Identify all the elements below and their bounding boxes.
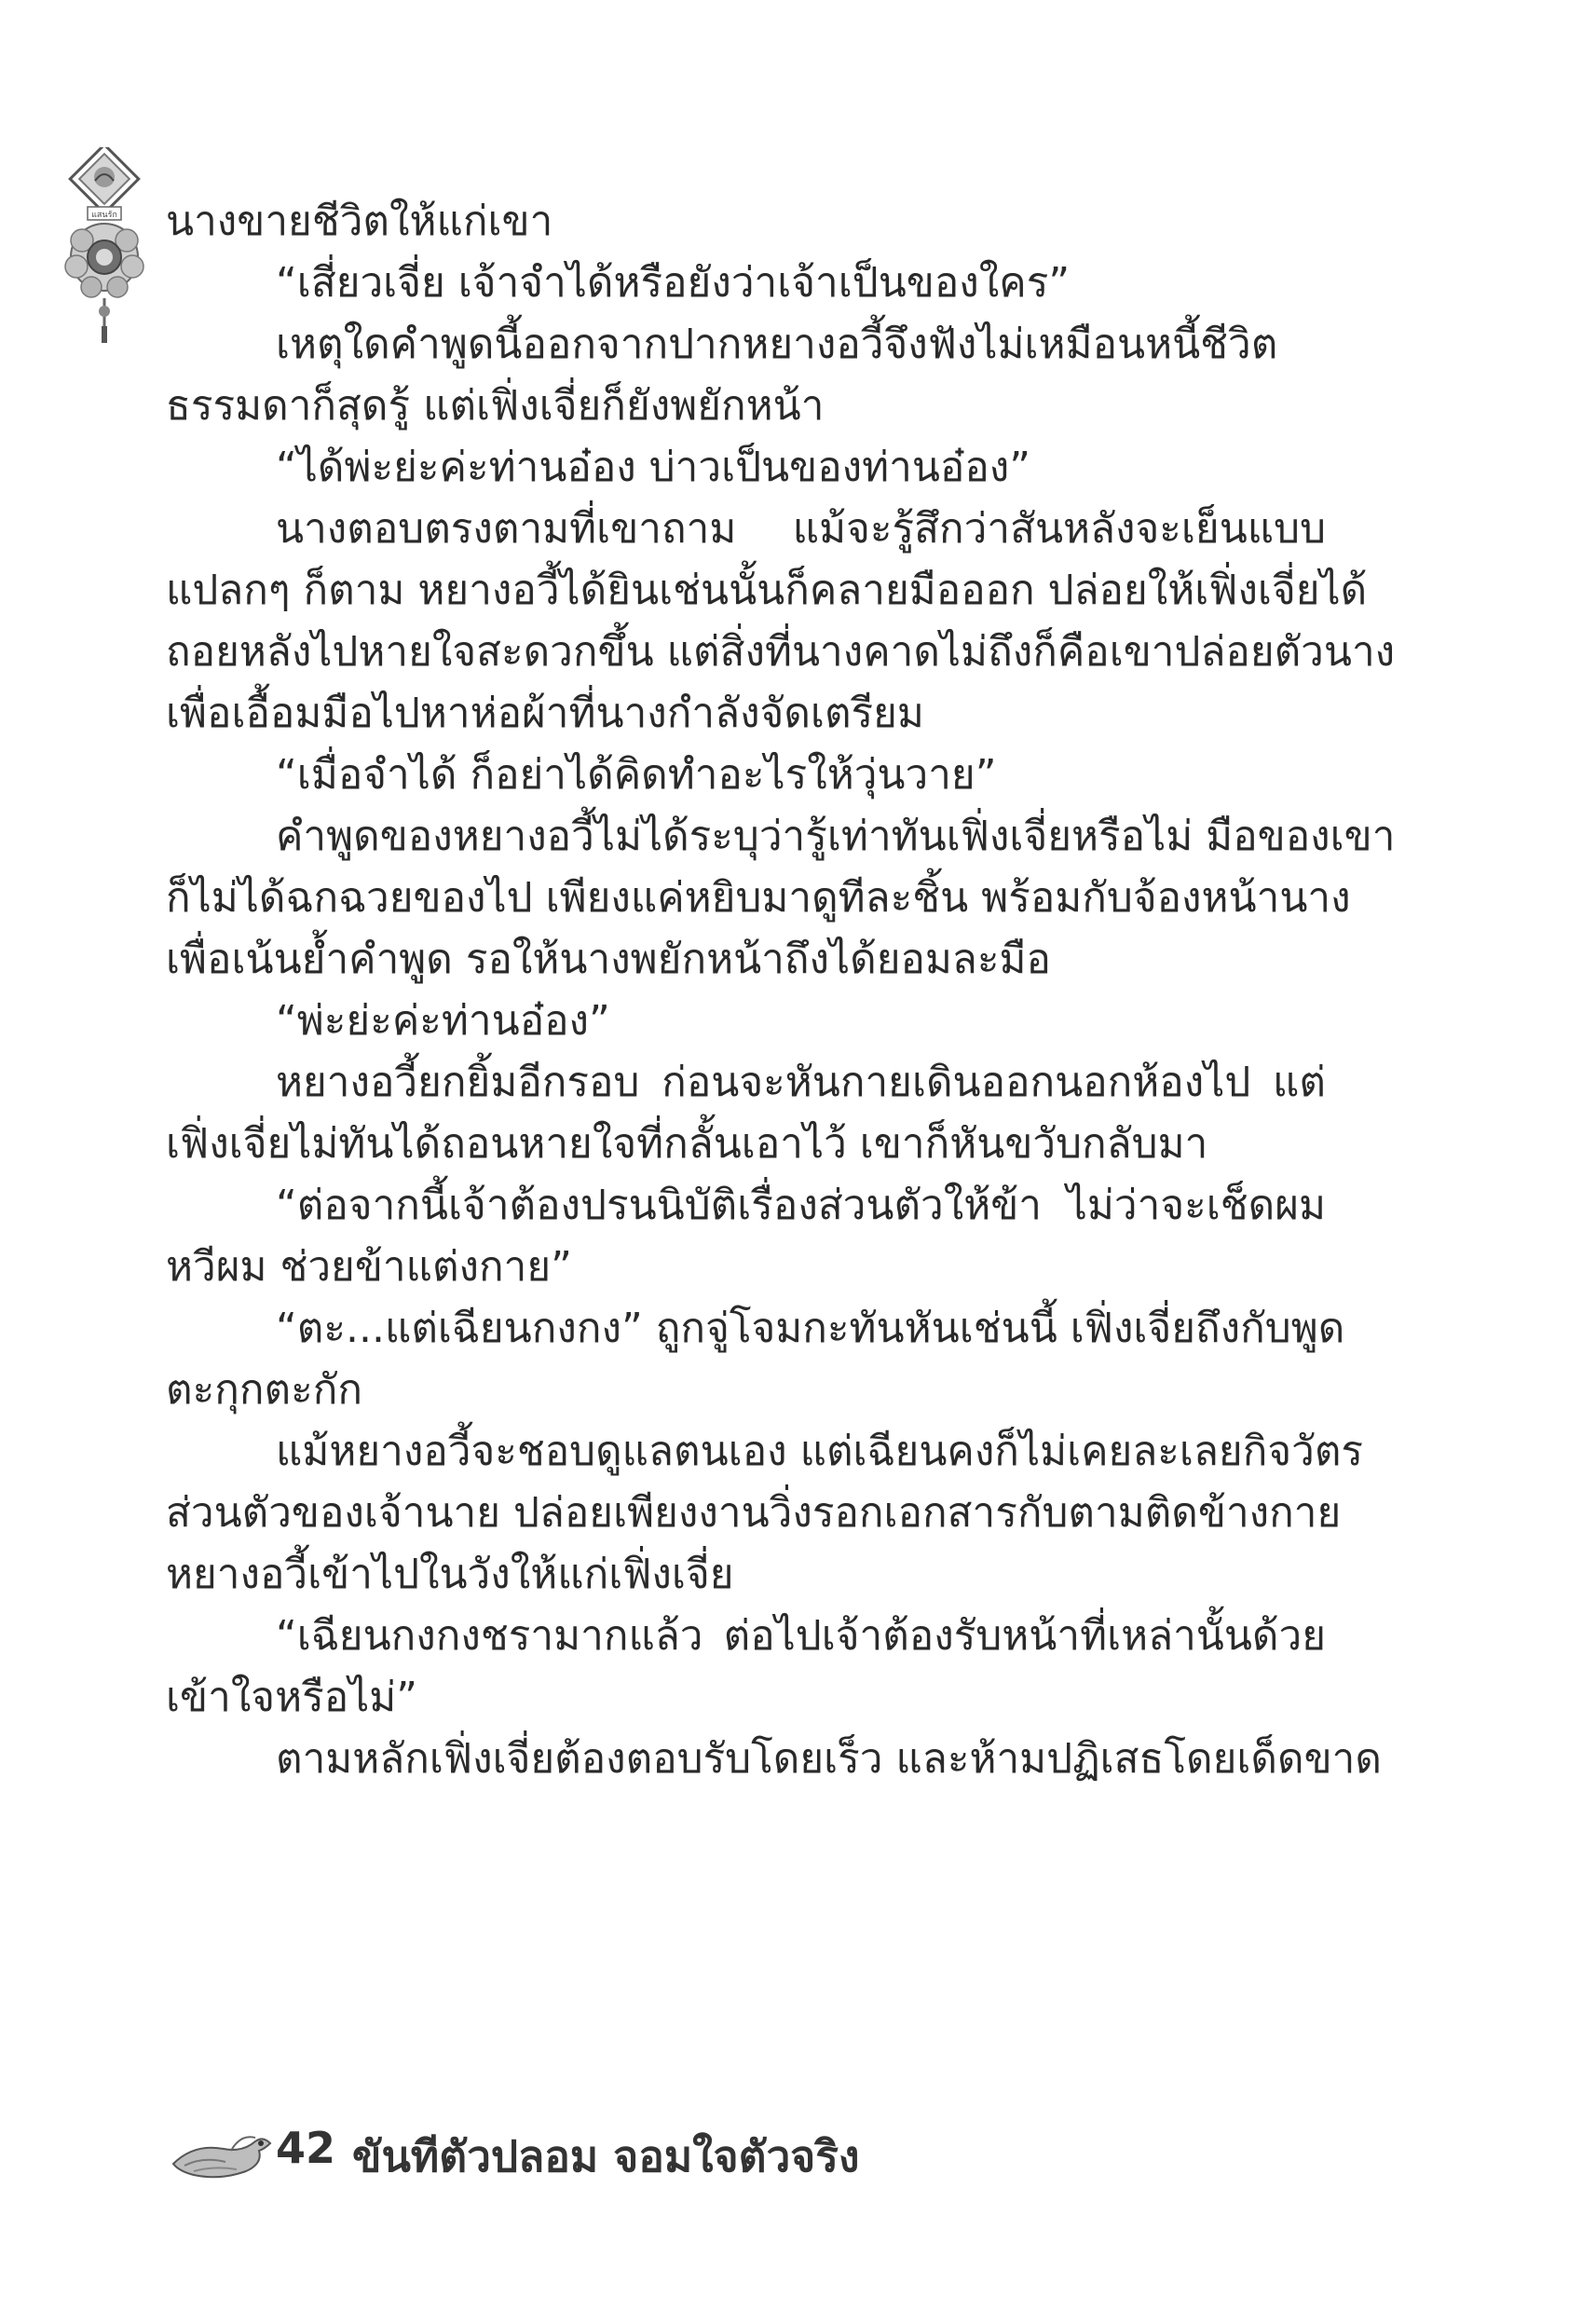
ornament-emblem xyxy=(54,147,157,348)
text-line: แปลกๆ ก็ตาม หยางอวี้ได้ยินเช่นนั้นก็คลายมือออก ปล่อยให้เฟิ่งเจี่ยได้ xyxy=(166,567,1368,614)
text-line: “ตะ...แต่เฉียนกงกง” ถูกจู่โจมกะทันหันเช่นนี้ เฟิ่งเจี่ยถึงกับพูด xyxy=(276,1305,1345,1352)
text-line: “พ่ะย่ะค่ะท่านอ๋อง” xyxy=(276,997,610,1045)
book-title: ขันทีตัวปลอม จอมใจตัวจริง xyxy=(352,2131,860,2181)
text-line: “ต่อจากนี้เจ้าต้องปรนนิบัติเรื่องส่วนตัวให้ข้า ไม่ว่าจะเช็ดผม xyxy=(276,1182,1326,1229)
text-line: เพื่อเน้นย้ำคำพูด รอให้นางพยักหน้าถึงได้ยอมละมือ xyxy=(166,936,1051,983)
text-line: ตามหลักเฟิ่งเจี่ยต้องตอบรับโดยเร็ว และห้ามปฏิเสธโดยเด็ดขาด xyxy=(276,1735,1382,1783)
text-line: หวีผม ช่วยข้าแต่งกาย” xyxy=(166,1243,572,1291)
text-line: ตะกุกตะกัก xyxy=(166,1366,362,1414)
text-line: เฟิ่งเจี่ยไม่ทันได้ถอนหายใจที่กลั้นเอาไว้ เขาก็หันขวับกลับมา xyxy=(166,1120,1208,1168)
ornament-emblem-graphic xyxy=(54,147,157,348)
text-line: นางขายชีวิตให้แก่เขา xyxy=(166,198,553,245)
mandarin-duck-icon xyxy=(166,2115,278,2190)
text-line: เหตุใดคำพูดนี้ออกจากปากหยางอวี้จึงฟังไม่เหมือนหนี้ชีวิต xyxy=(276,321,1278,368)
text-line: ถอยหลังไปหายใจสะดวกขึ้น แต่สิ่งที่นางคาดไม่ถึงก็คือเขาปล่อยตัวนาง xyxy=(166,628,1396,676)
text-line: เพื่อเอื้อมมือไปหาห่อผ้าที่นางกำลังจัดเตรียม xyxy=(166,690,924,737)
text-line: “เฉียนกงกงชรามากแล้ว ต่อไปเจ้าต้องรับหน้าที่เหล่านั้นด้วย xyxy=(276,1612,1326,1660)
text-line: แม้หยางอวี้จะชอบดูแลตนเอง แต่เฉียนคงก็ไม่เคยละเลยกิจวัตร xyxy=(276,1428,1364,1475)
text-line: “เสี่ยวเจี่ย เจ้าจำได้หรือยังว่าเจ้าเป็นของใคร” xyxy=(276,259,1071,307)
text-line: ส่วนตัวของเจ้านาย ปล่อยเพียงงานวิ่งรอกเอกสารกับตามติดข้างกาย xyxy=(166,1489,1342,1537)
text-line: นางตอบตรงตามที่เขาถาม แม้จะรู้สึกว่าสันหลังจะเย็นแบบ xyxy=(276,505,1326,553)
text-line: เข้าใจหรือไม่” xyxy=(166,1674,418,1721)
ornament-badge-text: แสนรัก xyxy=(91,211,117,220)
text-line: “ได้พ่ะย่ะค่ะท่านอ๋อง บ่าวเป็นของท่านอ๋อง” xyxy=(276,444,1031,491)
page-number: 42 xyxy=(276,2123,336,2173)
page-footer xyxy=(166,2115,1004,2190)
text-line: หยางอวี้เข้าไปในวังให้แก่เฟิ่งเจี่ย xyxy=(166,1551,734,1598)
text-line: ก็ไม่ได้ฉกฉวยของไป เพียงแค่หยิบมาดูทีละชิ้น พร้อมกับจ้องหน้านาง xyxy=(166,874,1351,922)
text-line: หยางอวี้ยกยิ้มอีกรอบ ก่อนจะหันกายเดินออกนอกห้องไป แต่ xyxy=(276,1059,1326,1106)
text-line: คำพูดของหยางอวี้ไม่ได้ระบุว่ารู้เท่าทันเฟิ่งเจี่ยหรือไม่ มือของเขา xyxy=(276,813,1396,860)
text-line: ธรรมดาก็สุดรู้ แต่เฟิ่งเจี่ยก็ยังพยักหน้า xyxy=(166,382,825,430)
text-line: “เมื่อจำได้ ก็อย่าได้คิดทำอะไรให้วุ่นวาย” xyxy=(276,751,997,799)
